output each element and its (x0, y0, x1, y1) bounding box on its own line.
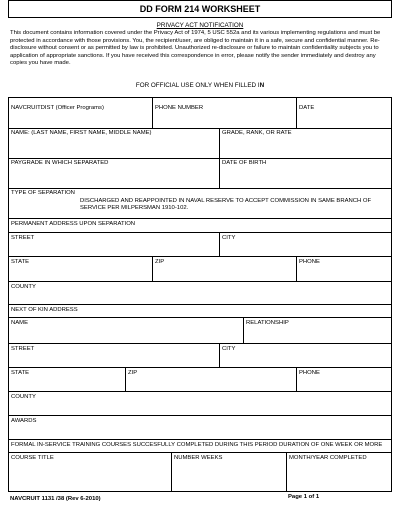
col-divider (152, 98, 153, 128)
course-title-label: COURSE TITLE (11, 455, 54, 461)
col-divider (296, 256, 297, 281)
paygrade-label: PAYGRADE IN WHICH SEPARATED (11, 160, 109, 166)
col-divider (286, 452, 287, 492)
navcruitdist-label: NAVCRUITDIST (Officer Programs) (11, 105, 104, 111)
form-title: DD FORM 214 WORKSHEET (8, 0, 392, 18)
nok-state-label: STATE (11, 370, 30, 376)
row-divider (9, 218, 391, 219)
col-divider (219, 343, 220, 367)
privacy-heading: PRIVACY ACT NOTIFICATION (156, 22, 244, 29)
row-divider (9, 367, 391, 368)
phone-number-label: PHONE NUMBER (155, 105, 204, 111)
col-divider (219, 232, 220, 256)
permanent-address-label: PERMANENT ADDRESS UPON SEPARATION (11, 221, 136, 227)
form-number: NAVCRUIT 1131 /38 (Rev 6-2010) (10, 496, 101, 502)
col-divider (296, 98, 297, 128)
state-label: STATE (11, 259, 30, 265)
col-divider (219, 158, 220, 188)
col-divider (219, 128, 220, 158)
nok-zip-label: ZIP (128, 370, 138, 376)
row-divider (9, 415, 391, 416)
street-label: STREET (11, 235, 35, 241)
row-divider (9, 452, 391, 453)
relationship-label: RELATIONSHIP (246, 320, 289, 326)
row-divider (9, 158, 391, 159)
awards-label: AWARDS (11, 418, 37, 424)
row-divider (9, 256, 391, 257)
row-divider (9, 317, 391, 318)
dob-label: DATE OF BIRTH (222, 160, 267, 166)
official-use-notice (8, 82, 392, 90)
col-divider (152, 256, 153, 281)
county-label: COUNTY (11, 284, 36, 290)
form-grid (8, 97, 392, 492)
nok-county-label: COUNTY (11, 394, 36, 400)
name-label: NAME: (LAST NAME, FIRST NAME, MIDDLE NAME) (11, 130, 152, 136)
phone-label: PHONE (299, 259, 320, 265)
privacy-text: This document contains information covered under the Privacy Act of 1974, 5 USC 552a and its various implementing regulations and must be protected in accordance with those provisions. You, the recipient/user, are obliged to maintain it in a safe, secure and confidential manner. Re-disclosure without consent or as permitted by law is prohibited. Unauthorized re-disclosure or failure to maintain confidentiality subjects you to application of appropriate sanctions. If you have received this correspondence in error, please notify the sender immediately and destroy any copies you have made. (10, 30, 381, 67)
date-label: DATE (299, 105, 315, 111)
col-divider (171, 452, 172, 492)
col-divider (243, 317, 244, 343)
nok-name-label: NAME (11, 320, 29, 326)
type-separation-value: DISCHARGED AND REAPPOINTED IN NAVAL RESERVE TO ACCEPT COMMISSION IN SAME BRANCH OF SERVICE PER MILPERSMAN 1910-102. (80, 198, 372, 212)
col-divider (125, 367, 126, 391)
number-weeks-label: NUMBER WEEKS (174, 455, 223, 461)
row-divider (9, 281, 391, 282)
nok-phone-label: PHONE (299, 370, 320, 376)
grade-label: GRADE, RANK, OR RATE (222, 130, 292, 136)
nok-street-label: STREET (11, 346, 35, 352)
month-year-label: MONTH/YEAR COMPLETED (289, 455, 367, 461)
type-separation-label: TYPE OF SEPARATION (11, 190, 75, 196)
row-divider (9, 439, 391, 440)
page-number: Page 1 of 1 (288, 494, 320, 500)
row-divider (9, 391, 391, 392)
training-heading: FORMAL IN-SERVICE TRAINING COURSES SUCCESFULLY COMPLETED DURING THIS PERIOD DURATION OF ONE WEEK OR MORE (11, 442, 383, 448)
row-divider (9, 343, 391, 344)
row-divider (9, 128, 391, 129)
col-divider (296, 367, 297, 391)
official-use-suffix: N (259, 82, 265, 89)
row-divider (9, 188, 391, 189)
row-divider (9, 232, 391, 233)
row-divider (9, 304, 391, 305)
zip-label: ZIP (155, 259, 165, 265)
next-of-kin-label: NEXT OF KIN ADDRESS (11, 307, 78, 313)
city-label: CITY (222, 235, 236, 241)
nok-city-label: CITY (222, 346, 236, 352)
official-use-prefix: FOR OFFICIAL USE ONLY WHEN FILLED I (135, 82, 260, 89)
